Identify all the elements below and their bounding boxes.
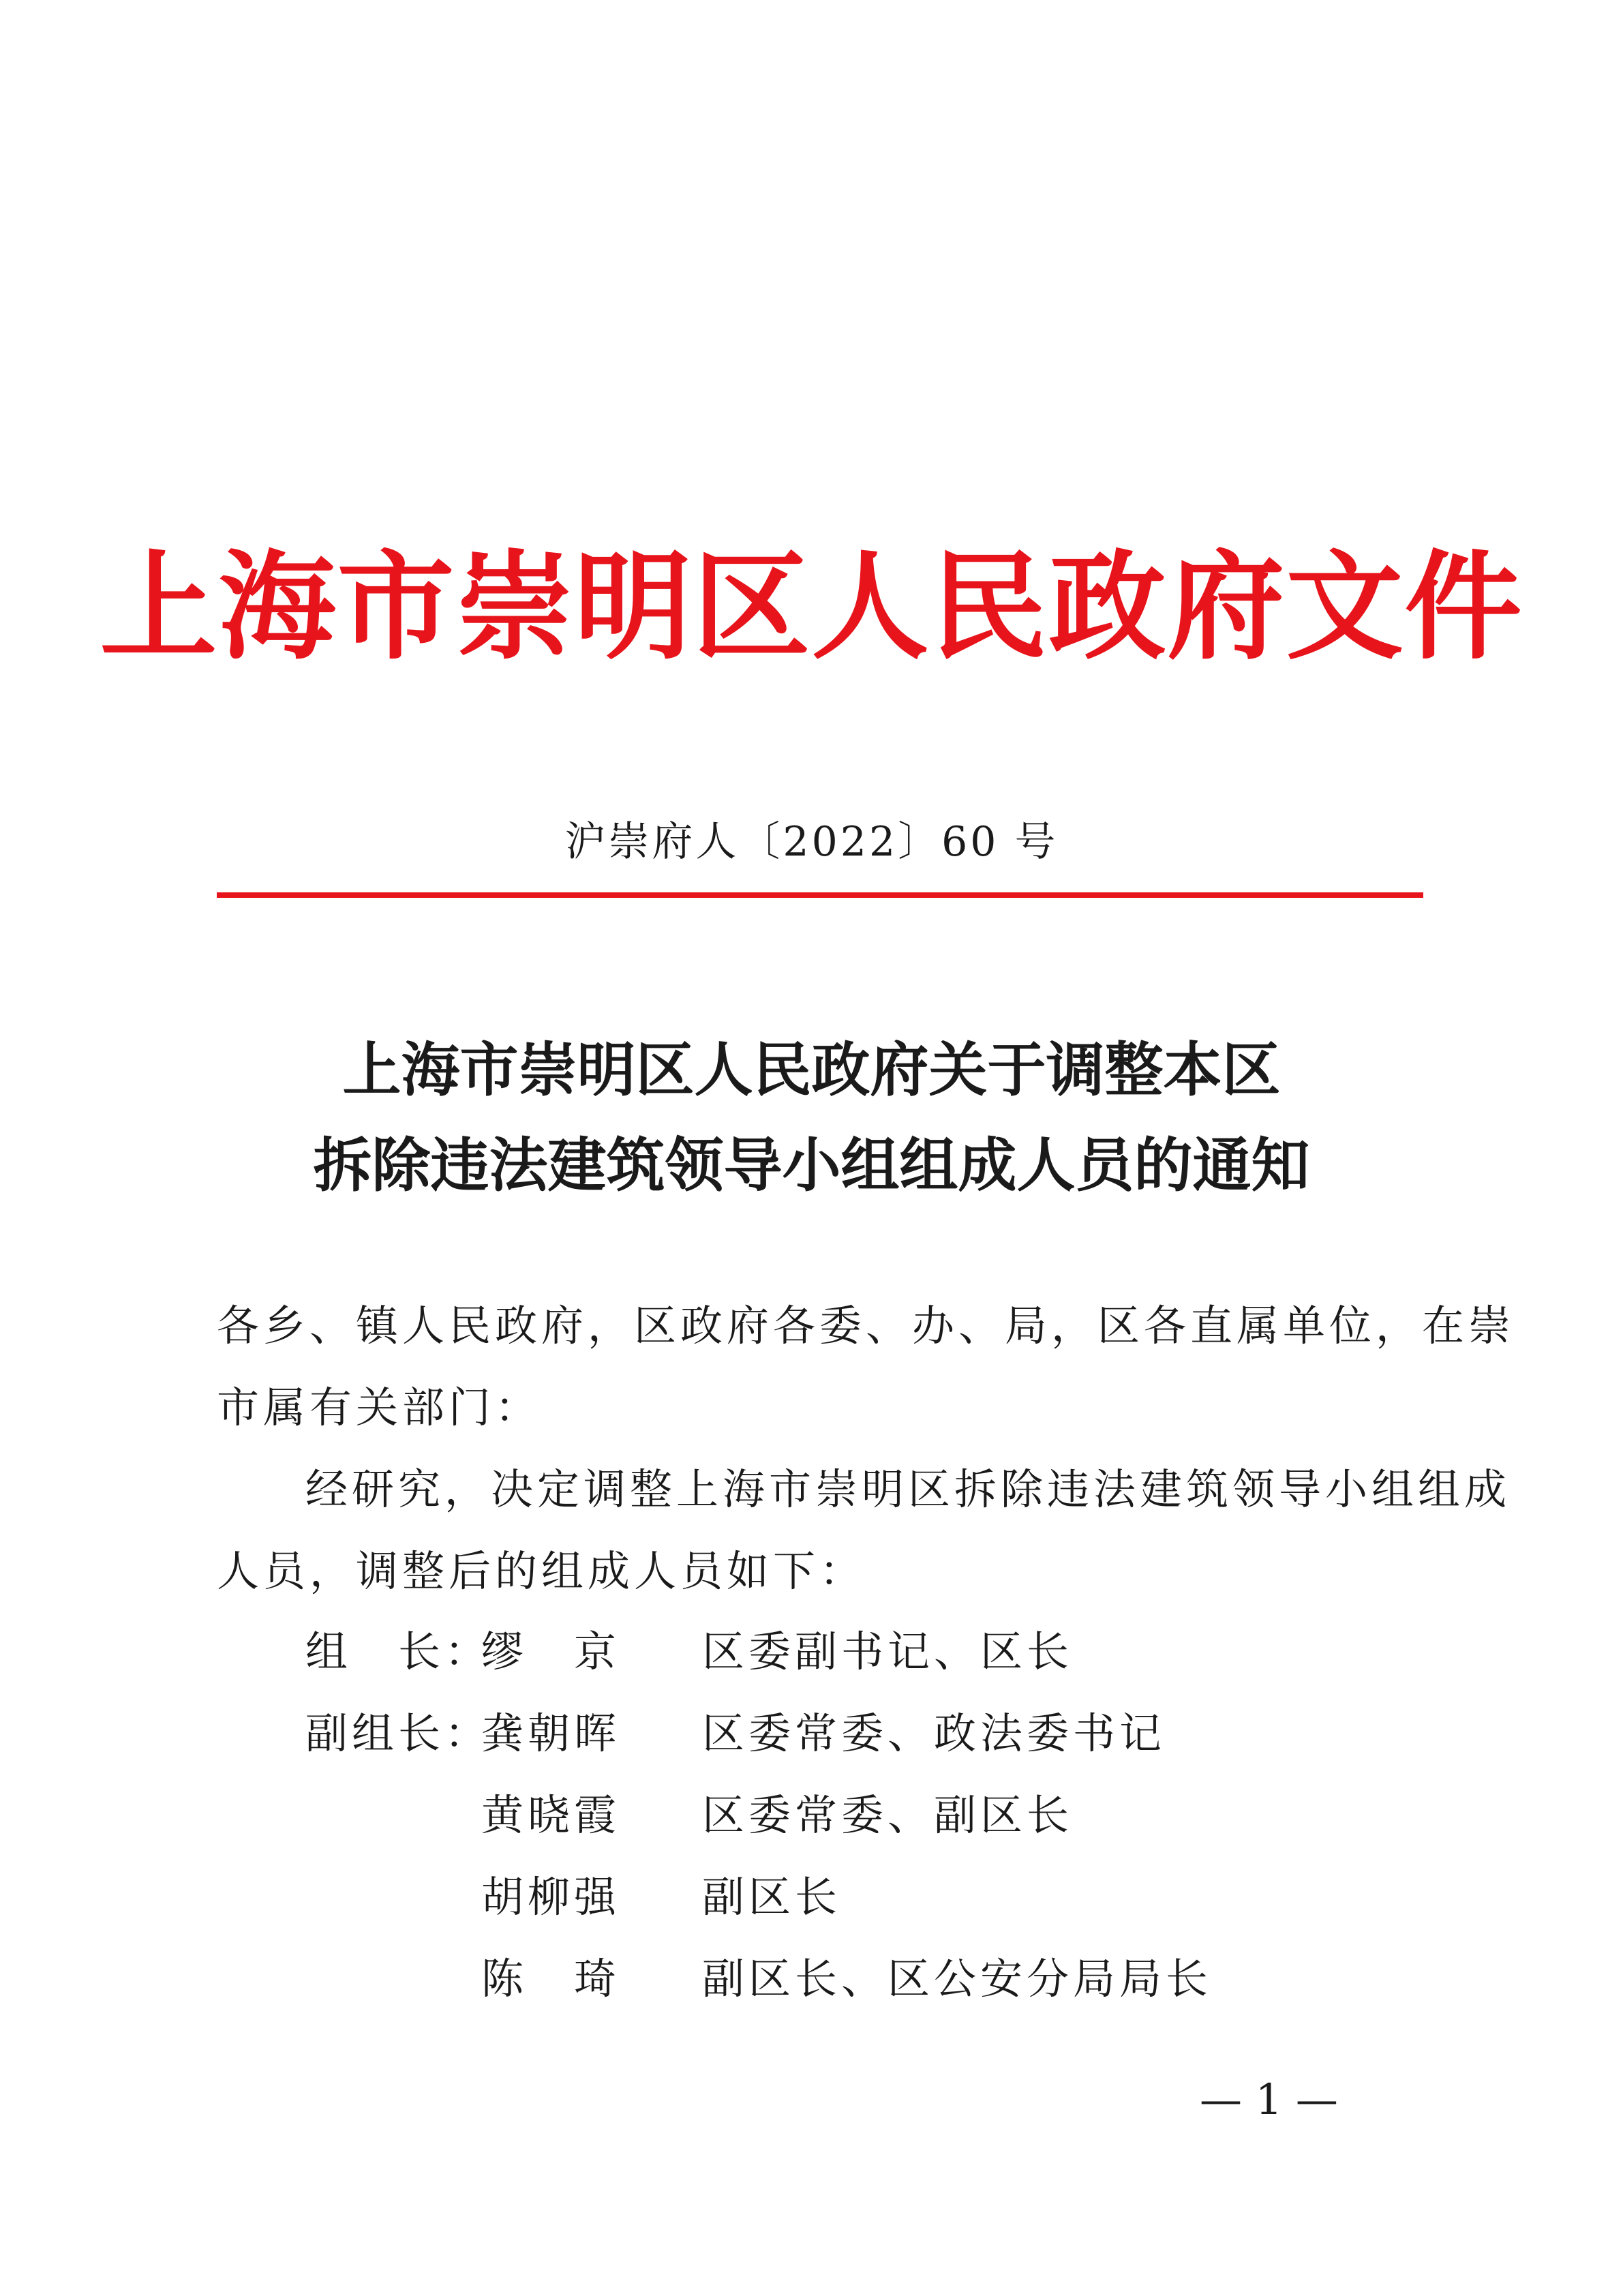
member-title: 区委常委、副区长 — [702, 1790, 1074, 1840]
member-row-leader — [0, 1625, 1623, 1679]
red-divider-line — [217, 892, 1423, 898]
member-title: 副区长 — [702, 1872, 842, 1922]
document-number: 沪崇府人〔2022〕60 号 — [564, 818, 1059, 866]
member-name: 龚朝晖 — [481, 1708, 621, 1758]
member-role: 组 长： — [305, 1627, 491, 1676]
masthead-title: 上海市崇明区人民政府文件 — [100, 537, 1523, 676]
addressee-line-2: 市属有关部门： — [217, 1383, 542, 1432]
body-paragraph-line-1: 经研究，决定调整上海市崇明区拆除违法建筑领导小组组成 — [305, 1464, 1511, 1514]
member-row-deputy-3 — [0, 1870, 1623, 1924]
member-name: 缪 京 — [481, 1627, 621, 1676]
member-title: 区委常委、政法委书记 — [702, 1708, 1166, 1758]
member-title: 副区长、区公安分局局长 — [702, 1954, 1213, 2004]
addressee-line-1: 各乡、镇人民政府，区政府各委、办、局，区各直属单位，在崇 — [217, 1301, 1515, 1350]
body-paragraph-line-2: 人员，调整后的组成人员如下： — [217, 1546, 866, 1596]
notice-title — [0, 1023, 1623, 1213]
member-name: 黄晓霞 — [481, 1790, 621, 1840]
member-row-deputy-2 — [0, 1788, 1623, 1843]
page-number: — 1 — — [1200, 2074, 1338, 2124]
member-row-deputy-1 — [0, 1706, 1623, 1761]
notice-title-line-2: 拆除违法建筑领导小组组成人员的通知 — [313, 1131, 1310, 1200]
member-name: 陈 琦 — [481, 1954, 621, 2004]
member-title: 区委副书记、区长 — [702, 1627, 1074, 1676]
member-row-deputy-4 — [0, 1952, 1623, 2006]
notice-title-line-1: 上海市崇明区人民政府关于调整本区 — [342, 1036, 1281, 1104]
member-name: 胡柳强 — [481, 1872, 621, 1922]
member-role: 副组长： — [305, 1708, 491, 1758]
